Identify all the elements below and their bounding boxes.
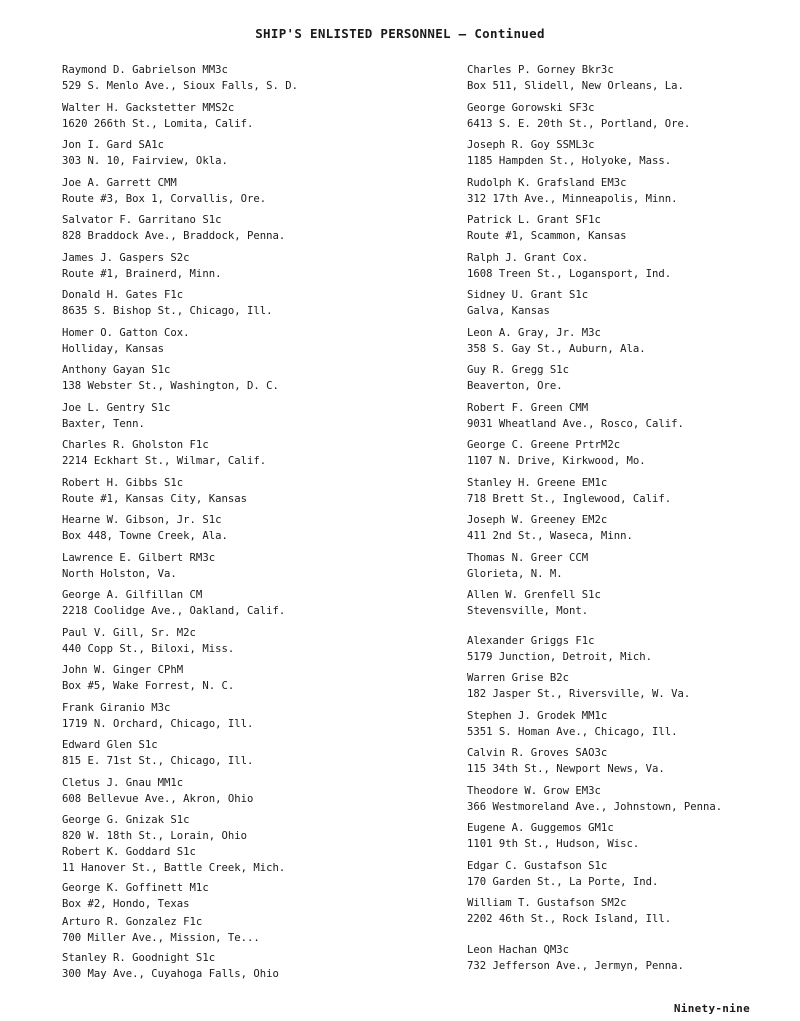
personnel-address: 300 May Ave., Cuyahoga Falls, Ohio	[62, 968, 279, 980]
personnel-address: 820 W. 18th St., Lorain, Ohio	[62, 830, 247, 842]
personnel-address: 1185 Hampden St., Holyoke, Mass.	[467, 155, 672, 167]
personnel-entry	[62, 62, 298, 94]
personnel-entry	[62, 914, 260, 946]
personnel-entry	[62, 100, 253, 132]
personnel-name: Allen W. Grenfell S1c	[467, 589, 601, 601]
personnel-address: Holliday, Kansas	[62, 343, 165, 355]
personnel-address: Box #5, Wake Forrest, N. C.	[62, 680, 235, 692]
personnel-address: Route #1, Brainerd, Minn.	[62, 268, 222, 280]
personnel-address: 170 Garden St., La Porte, Ind.	[467, 876, 659, 888]
personnel-entry	[62, 844, 285, 876]
personnel-name: Calvin R. Groves SAO3c	[467, 747, 608, 759]
personnel-entry	[62, 950, 279, 982]
personnel-address: 11 Hanover St., Battle Creek, Mich.	[62, 862, 286, 874]
personnel-name: Joe A. Garrett CMM	[62, 177, 177, 189]
personnel-address: 366 Westmoreland Ave., Johnstown, Penna.	[467, 801, 723, 813]
personnel-name: Paul V. Gill, Sr. M2c	[62, 627, 196, 639]
personnel-name: Stanley H. Greene EM1c	[467, 477, 608, 489]
personnel-name: Edgar C. Gustafson S1c	[467, 860, 608, 872]
personnel-entry	[62, 587, 285, 619]
personnel-name: Theodore W. Grow EM3c	[467, 785, 601, 797]
personnel-entry	[62, 775, 253, 807]
personnel-name: Thomas N. Greer CCM	[467, 552, 589, 564]
personnel-entry	[62, 250, 221, 282]
personnel-name: Robert F. Green CMM	[467, 402, 589, 414]
personnel-address: Box 511, Slidell, New Orleans, La.	[467, 80, 684, 92]
personnel-address: 700 Miller Ave., Mission, Te...	[62, 932, 260, 944]
personnel-entry	[467, 858, 658, 890]
personnel-name: Jon I. Gard SA1c	[62, 139, 165, 151]
personnel-entry	[467, 250, 671, 282]
personnel-address: Route #3, Box 1, Corvallis, Ore.	[62, 193, 267, 205]
personnel-entry	[62, 812, 247, 844]
page-number: Ninety-nine	[673, 1002, 750, 1015]
personnel-address: Box #2, Hondo, Texas	[62, 898, 190, 910]
personnel-entry	[62, 737, 253, 769]
personnel-entry	[467, 137, 671, 169]
personnel-address: 138 Webster St., Washington, D. C.	[62, 380, 279, 392]
personnel-name: Arturo R. Gonzalez F1c	[62, 916, 203, 928]
personnel-name: Charles P. Gorney Bkr3c	[467, 64, 614, 76]
personnel-name: Anthony Gayan S1c	[62, 364, 171, 376]
personnel-entry	[62, 212, 285, 244]
personnel-entry	[467, 212, 626, 244]
personnel-address: 182 Jasper St., Riversville, W. Va.	[467, 688, 691, 700]
personnel-entry	[62, 512, 228, 544]
personnel-entry	[467, 475, 671, 507]
personnel-entry	[62, 137, 228, 169]
personnel-entry	[62, 700, 253, 732]
personnel-name: Edward Glen S1c	[62, 739, 158, 751]
personnel-name: Donald H. Gates F1c	[62, 289, 184, 301]
personnel-address: 5351 S. Homan Ave., Chicago, Ill.	[467, 726, 678, 738]
personnel-name: George G. Gnizak S1c	[62, 814, 190, 826]
personnel-entry	[62, 287, 272, 319]
personnel-entry	[467, 820, 639, 852]
personnel-entry	[467, 783, 722, 815]
personnel-address: Glorieta, N. M.	[467, 568, 563, 580]
personnel-name: Stanley R. Goodnight S1c	[62, 952, 216, 964]
personnel-name: Leon A. Gray, Jr. M3c	[467, 327, 601, 339]
personnel-name: Hearne W. Gibson, Jr. S1c	[62, 514, 222, 526]
personnel-address: 1107 N. Drive, Kirkwood, Mo.	[467, 455, 646, 467]
personnel-entry	[467, 550, 588, 582]
personnel-name: George C. Greene PrtrM2c	[467, 439, 621, 451]
personnel-address: Route #1, Scammon, Kansas	[467, 230, 627, 242]
personnel-entry	[62, 475, 247, 507]
page-title: SHIP'S ENLISTED PERSONNEL — Continued	[255, 26, 545, 41]
personnel-name: Guy R. Gregg S1c	[467, 364, 570, 376]
personnel-address: 9031 Wheatland Ave., Rosco, Calif.	[467, 418, 684, 430]
personnel-name: Rudolph K. Grafsland EM3c	[467, 177, 627, 189]
personnel-name: Alexander Griggs F1c	[467, 635, 595, 647]
personnel-entry	[467, 362, 569, 394]
personnel-entry	[62, 400, 170, 432]
personnel-entry	[467, 100, 690, 132]
personnel-address: 529 S. Menlo Ave., Sioux Falls, S. D.	[62, 80, 298, 92]
personnel-address: Baxter, Tenn.	[62, 418, 145, 430]
personnel-entry	[62, 625, 234, 657]
personnel-entry	[467, 437, 646, 469]
personnel-entry	[467, 745, 665, 777]
personnel-name: Homer O. Gatton Cox.	[62, 327, 190, 339]
personnel-address: 115 34th St., Newport News, Va.	[467, 763, 665, 775]
personnel-address: 411 2nd St., Waseca, Minn.	[467, 530, 633, 542]
personnel-entry	[62, 880, 209, 912]
personnel-address: 828 Braddock Ave., Braddock, Penna.	[62, 230, 286, 242]
personnel-name: George A. Gilfillan CM	[62, 589, 203, 601]
personnel-address: 1620 266th St., Lomita, Calif.	[62, 118, 254, 130]
personnel-entry	[62, 550, 215, 582]
personnel-name: Cletus J. Gnau MM1c	[62, 777, 184, 789]
personnel-address: Route #1, Kansas City, Kansas	[62, 493, 247, 505]
personnel-name: Joe L. Gentry S1c	[62, 402, 171, 414]
personnel-entry	[62, 325, 190, 357]
personnel-name: John W. Ginger CPhM	[62, 664, 184, 676]
personnel-address: 440 Copp St., Biloxi, Miss.	[62, 643, 235, 655]
personnel-address: 2214 Eckhart St., Wilmar, Calif.	[62, 455, 267, 467]
personnel-entry	[62, 662, 234, 694]
personnel-address: 6413 S. E. 20th St., Portland, Ore.	[467, 118, 691, 130]
personnel-name: Raymond D. Gabrielson MM3c	[62, 64, 228, 76]
personnel-address: Galva, Kansas	[467, 305, 550, 317]
personnel-entry	[467, 708, 677, 740]
personnel-name: Joseph W. Greeney EM2c	[467, 514, 608, 526]
personnel-name: Patrick L. Grant SF1c	[467, 214, 601, 226]
personnel-name: James J. Gaspers S2c	[62, 252, 190, 264]
personnel-address: 1608 Treen St., Logansport, Ind.	[467, 268, 672, 280]
personnel-address: Beaverton, Ore.	[467, 380, 563, 392]
personnel-entry	[467, 942, 684, 974]
personnel-address: 5179 Junction, Detroit, Mich.	[467, 651, 652, 663]
personnel-name: Lawrence E. Gilbert RM3c	[62, 552, 216, 564]
personnel-entry	[467, 633, 652, 665]
personnel-entry	[467, 325, 646, 357]
personnel-name: Walter H. Gackstetter MMS2c	[62, 102, 235, 114]
personnel-address: 1101 9th St., Hudson, Wisc.	[467, 838, 640, 850]
personnel-address: 303 N. 10, Fairview, Okla.	[62, 155, 228, 167]
personnel-name: Robert K. Goddard S1c	[62, 846, 196, 858]
personnel-entry	[467, 512, 633, 544]
personnel-name: Joseph R. Goy SSML3c	[467, 139, 595, 151]
personnel-address: Box 448, Towne Creek, Ala.	[62, 530, 228, 542]
personnel-entry	[62, 437, 266, 469]
personnel-address: 815 E. 71st St., Chicago, Ill.	[62, 755, 254, 767]
personnel-address: 608 Bellevue Ave., Akron, Ohio	[62, 793, 254, 805]
personnel-address: 1719 N. Orchard, Chicago, Ill.	[62, 718, 254, 730]
personnel-name: Sidney U. Grant S1c	[467, 289, 589, 301]
personnel-entry	[467, 895, 671, 927]
personnel-entry	[62, 175, 266, 207]
personnel-address: 2202 46th St., Rock Island, Ill.	[467, 913, 672, 925]
personnel-address: 312 17th Ave., Minneapolis, Minn.	[467, 193, 678, 205]
personnel-name: Ralph J. Grant Cox.	[467, 252, 589, 264]
personnel-name: Robert H. Gibbs S1c	[62, 477, 184, 489]
personnel-entry	[467, 670, 690, 702]
personnel-name: Charles R. Gholston F1c	[62, 439, 209, 451]
personnel-address: Stevensville, Mont.	[467, 605, 589, 617]
personnel-entry	[467, 62, 684, 94]
personnel-name: Stephen J. Grodek MM1c	[467, 710, 608, 722]
personnel-entry	[467, 587, 601, 619]
personnel-entry	[467, 175, 677, 207]
personnel-entry	[467, 287, 588, 319]
personnel-name: Salvator F. Garritano S1c	[62, 214, 222, 226]
personnel-address: 2218 Coolidge Ave., Oakland, Calif.	[62, 605, 286, 617]
personnel-name: William T. Gustafson SM2c	[467, 897, 627, 909]
personnel-name: Warren Grise B2c	[467, 672, 570, 684]
personnel-address: 358 S. Gay St., Auburn, Ala.	[467, 343, 646, 355]
personnel-entry	[467, 400, 684, 432]
personnel-name: Frank Giranio M3c	[62, 702, 171, 714]
personnel-address: North Holston, Va.	[62, 568, 177, 580]
personnel-address: 8635 S. Bishop St., Chicago, Ill.	[62, 305, 273, 317]
personnel-address: 732 Jefferson Ave., Jermyn, Penna.	[467, 960, 684, 972]
personnel-name: Leon Hachan QM3c	[467, 944, 570, 956]
personnel-entry	[62, 362, 279, 394]
personnel-name: George K. Goffinett M1c	[62, 882, 209, 894]
personnel-name: George Gorowski SF3c	[467, 102, 595, 114]
personnel-name: Eugene A. Guggemos GM1c	[467, 822, 614, 834]
personnel-address: 718 Brett St., Inglewood, Calif.	[467, 493, 672, 505]
